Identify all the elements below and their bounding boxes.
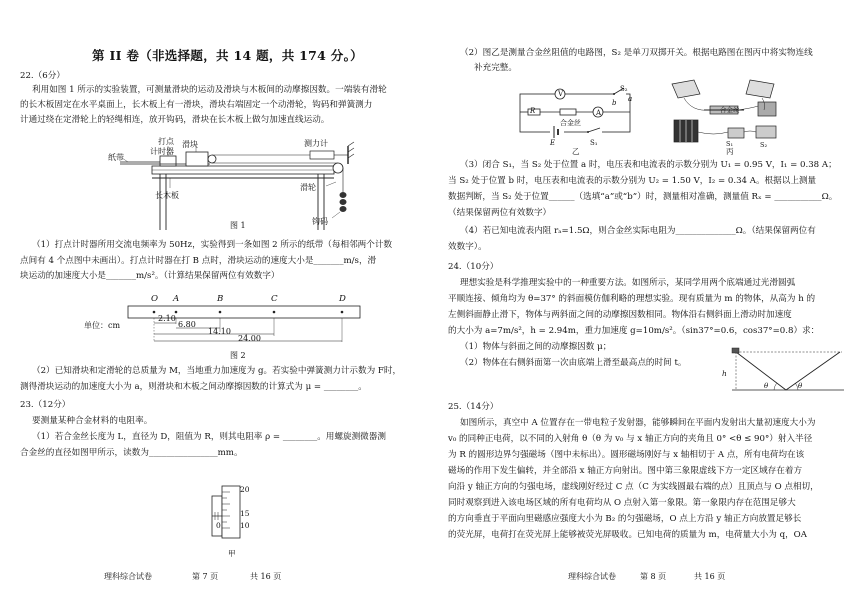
circuit-label-b: b xyxy=(612,99,617,107)
fig2-point-label: D xyxy=(339,294,346,304)
fig1-label-tape: 纸带 xyxy=(108,153,124,162)
q23-intro: 要测量某种合金材料的电阻率。 xyxy=(32,416,153,426)
q22-part2-line: （2）已知滑块和定滑轮的总质量为 M，当地重力加速度为 g。若实验中弹簧测力计示数为 F时， xyxy=(32,366,402,376)
q22-part2-line: 测得滑块运动的加速度大小为 a，则滑块和木板之间动摩擦因数的计算式为 μ = ________。 xyxy=(20,382,367,392)
q23-part4-line: 效数字）。 xyxy=(448,242,487,252)
q25-text-line: 如图所示，真空中 A 位置存在一带电粒子发射器，能够瞬间在平面内发射出大量初速度大小为 xyxy=(460,418,816,428)
footer-exam-name: 理科综合试卷 xyxy=(104,572,152,581)
q23-part3-line: 当 S₂ 处于位置 b 时，电压表和电流表的示数分别为 U₂ = 1.50 V，I₂ = 0.34 A。根据以上测量 xyxy=(448,176,817,186)
q25-header: 25.（14分） xyxy=(448,402,499,412)
q24-text-line: 左侧斜面静止滑下，物体与两斜面之间的动摩擦因数相同。物体沿右侧斜面上滑动时加速度 xyxy=(448,310,792,320)
q24-question-2: （2）物体在右侧斜面第一次由底端上滑至最高点的时间 t。 xyxy=(460,358,687,368)
incline-label-h: h xyxy=(722,369,727,378)
footer-page-total: 共 16 页 xyxy=(250,572,282,581)
q22-part1-line: （1）打点计时器所用交流电频率为 50Hz，实验得到一条如图 2 所示的纸带（每相邻两个计数 xyxy=(32,240,393,250)
q24-text-line: 理想实验是科学推理实验中的一种重要方法。如图所示，某同学用两个底端通过光滑圆弧 xyxy=(460,278,796,288)
apparatus-label-switch1: S₁ xyxy=(726,140,734,148)
section-title: 第 II 卷（非选择题，共 14 题，共 174 分。） xyxy=(92,48,363,63)
q25-text-line: 为 R 的圆形边界匀强磁场（图中未标出）。圆形磁场刚好与 x 轴相切于 A 点，所有电荷均在该 xyxy=(448,450,805,460)
q23-part2-line: 补充完整。 xyxy=(474,63,517,73)
q22-intro-line: 计通过绕在定滑轮上的轻绳相连，放开钩码，滑块在长木板上做匀加速直线运动。 xyxy=(20,115,330,125)
footer-page-total: 共 16 页 xyxy=(694,572,726,581)
circuit-caption-yi: 乙 xyxy=(572,147,580,156)
fig1-label-spring: 测力计 xyxy=(304,139,328,148)
q24-header: 24.（10分） xyxy=(448,262,499,272)
circuit-label-switch1: S₁ xyxy=(590,139,598,147)
fig1-label-board: 长木板 xyxy=(155,191,179,200)
fig2-point-label: O xyxy=(151,294,159,304)
circuit-label-resistor: R xyxy=(530,107,536,115)
circuit-label-battery: E xyxy=(550,139,556,147)
circuit-label-a: a xyxy=(628,95,633,103)
micrometer-tick: 15 xyxy=(240,509,250,518)
micrometer-tick: 20 xyxy=(240,485,250,494)
fig1-label-block: 滑块 xyxy=(182,140,198,149)
fig1-label-pulley: 滑轮 xyxy=(300,183,316,192)
q23-part1-line: 合金丝的直径如图甲所示，读数为________________mm。 xyxy=(20,448,243,458)
fig1-label-weight: 钩码 xyxy=(312,217,328,226)
footer-page-number: 第 7 页 xyxy=(192,572,219,581)
fig2-dist: 2.10 xyxy=(158,314,176,323)
q22-intro-line: 利用如图 1 所示的实验装置，可测量滑块的运动及滑块与木板间的动摩擦因数。一端装有滑轮 xyxy=(32,85,387,95)
fig1-caption: 图 1 xyxy=(230,221,246,230)
q24-text-line: 的大小为 a=7m/s²，h = 2.94m，重力加速度 g=10m/s²。（sin37°=0.6，cos37°=0.8）求： xyxy=(448,326,820,336)
fig1-label-timer: 打点 xyxy=(158,137,174,146)
q23-part1-line: （1）若合金丝长度为 L，直径为 D，阻值为 R，则其电阻率 ρ = ________。用螺旋测微器测 xyxy=(32,432,386,442)
fig2-point-label: B xyxy=(217,294,224,304)
fig2-point-label: C xyxy=(271,294,278,304)
circuit-label-alloy: 合金丝 xyxy=(560,119,581,127)
q23-part2-line: （2）图乙是测量合金丝阻值的电路图，S₂ 是单刀双掷开关。根据电路图在图丙中将实物连线 xyxy=(460,48,813,58)
micrometer-tick: 0 xyxy=(216,521,221,530)
fig1-label-timer: 计时器 xyxy=(150,147,174,156)
fig2-point-label: A xyxy=(173,294,180,304)
q23-part3-line: （3）闭合 S₁，当 S₂ 处于位置 a 时，电压表和电流表的示数分别为 U₁ = 0.95 V，I₁ = 0.38 A； xyxy=(460,160,837,170)
micrometer-tick: 10 xyxy=(240,521,250,530)
q25-text-line: 同时观察到进入该电场区域的所有电荷均从 O 点射入第一象限。第一象限内存在范围足够大 xyxy=(448,498,796,508)
q25-text-line: 的方向垂直于平面向里磁感应强度大小为 B₂ 的匀强磁场，O 点上方沿 y 轴正方向放置足够长 xyxy=(448,514,802,524)
q24-question-1: （1）物体与斜面之间的动摩擦因数 μ； xyxy=(460,342,612,352)
apparatus-label-alloy: 合金丝 xyxy=(720,106,740,114)
q24-text-line: 平顺连接、倾角均为 θ=37° 的斜面模仿伽利略的理想实验。现有质量为 m 的物体，从高为 h 的 xyxy=(448,294,816,304)
apparatus-caption-bing: 丙 xyxy=(726,147,734,156)
q22-part1-line: 块运动的加速度大小是_______m/s²。（计算结果保留两位有效数字） xyxy=(20,271,280,281)
circuit-label-switch2: S₂ xyxy=(620,85,628,93)
q25-text-line: v₀ 的同种正电荷，以不同的入射角 θ（θ 为 v₀ 与 x 轴正方向的夹角且 0° <θ ≤ 90°）射入半径 xyxy=(448,434,813,444)
fig2-dist: 6.80 xyxy=(178,320,196,329)
circuit-label-voltmeter: V xyxy=(558,90,564,98)
q23-part3-line: 数据判断，当 S₂ 处于位置______（选填“a”或“b”）时，测量相对准确，测量值 Rₓ = ___________Ω。 xyxy=(448,192,838,202)
micrometer-caption: 甲 xyxy=(228,549,236,558)
circuit-label-ammeter: A xyxy=(596,109,602,117)
fig2-unit: 单位：cm xyxy=(84,321,121,330)
q25-text-line: 向沿 y 轴正方向的匀强电场，虚线刚好经过 C 点（C 为实线圆最右端的点）且顶点与 O 点相切， xyxy=(448,482,819,492)
q23-header: 23.（12分） xyxy=(20,400,71,410)
q25-text-line: 磁场的作用下发生偏转，并全部沿 x 轴正方向射出。图中第三象限虚线下方一定区域存在着方 xyxy=(448,466,803,476)
fig2-dist: 24.00 xyxy=(238,334,261,343)
fig2-dist: 14.10 xyxy=(208,327,231,336)
apparatus-label-switch2: S₂ xyxy=(760,141,768,149)
q22-part1-line: 点间有 4 个点图中未画出）。打点计时器在打 B 点时，滑块运动的速度大小是_______m/s，滑 xyxy=(20,256,377,266)
footer-page-number: 第 8 页 xyxy=(640,572,667,581)
footer-exam-name: 理科综合试卷 xyxy=(568,572,616,581)
incline-figure xyxy=(730,348,846,394)
q25-text-line: 的荧光屏，电荷打在荧光屏上能够被荧光屏吸收。已知电荷的质量为 m，电荷量大小为 q，OA xyxy=(448,530,807,540)
fig2-caption: 图 2 xyxy=(230,351,246,360)
q23-part4-line: （4）若已知电流表内阻 rₐ=1.5Ω，则合金丝实际电阻为______________Ω。（结果保留两位有 xyxy=(460,226,816,236)
right-page xyxy=(430,0,860,602)
q22-intro-line: 的长木板固定在水平桌面上，长木板上有一滑块，滑块右端固定一个动滑轮，钩码和弹簧测力 xyxy=(20,100,373,110)
q23-part3-line: （结果保留两位有效数字） xyxy=(448,208,552,218)
micrometer-figure xyxy=(208,482,268,546)
incline-label-theta: θ xyxy=(764,382,769,390)
incline-label-theta: θ xyxy=(798,382,803,390)
q22-header: 22.（6分） xyxy=(20,71,65,81)
